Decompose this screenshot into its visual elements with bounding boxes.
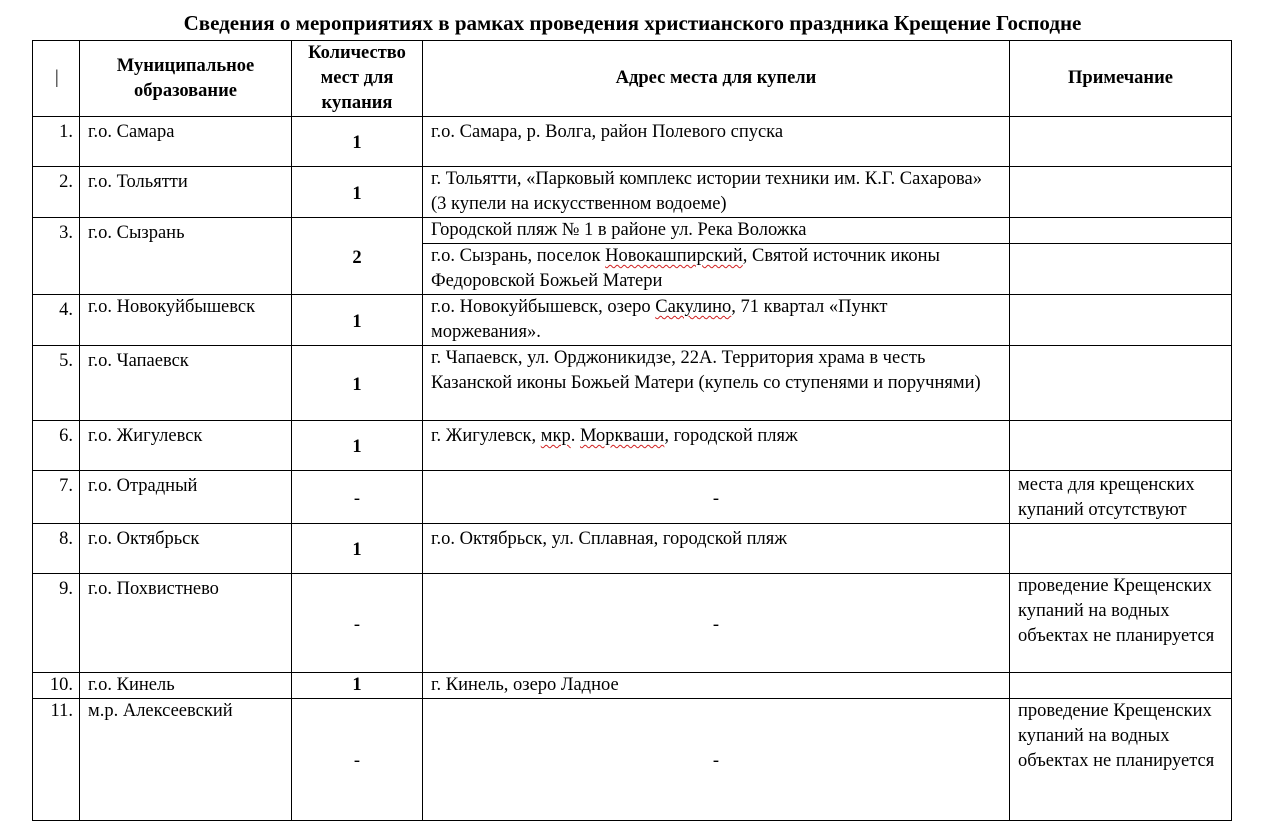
row-municipality: г.о. Новокуйбышевск [80, 295, 292, 346]
table-row [33, 524, 1232, 574]
document-title: Сведения о мероприятиях в рамках проведения христианского праздника Крещение Господне [183, 11, 1082, 35]
row-address: г. Тольятти, «Парковый комплекс истории техники им. К.Г. Сахарова» (3 купели на искусственном водоеме) [423, 167, 1010, 218]
table-row [33, 471, 1232, 524]
row-count: 1 [292, 295, 423, 346]
row-address [423, 218, 1010, 295]
row-number: 4. [33, 295, 80, 346]
events-table [32, 40, 1232, 821]
table-row [33, 574, 1232, 673]
table-row [33, 421, 1232, 471]
table-row [33, 167, 1232, 218]
row-note: проведение Крещенских купаний на водных объектах не планируется [1010, 699, 1232, 821]
row-address: г.о. Новокуйбышевск, озеро Сакулино, 71 квартал «Пункт моржевания». [423, 295, 1010, 346]
row-count: 1 [292, 421, 423, 471]
row-count: 1 [292, 167, 423, 218]
header-row [33, 41, 1232, 117]
row-number: 6. [33, 421, 80, 471]
row-number: 9. [33, 574, 80, 673]
row-note [1010, 524, 1232, 574]
row-address: г. Жигулевск, мкр. Моркваши, городской пляж [423, 421, 1010, 471]
row-note [1010, 218, 1232, 295]
row-count: - [292, 471, 423, 524]
header-note: Примечание [1010, 41, 1232, 117]
address-line: г.о. Сызрань, поселок Новокашпирский, Святой источник иконы Федоровской Божьей Матери [423, 243, 1009, 294]
row-count: 1 [292, 346, 423, 421]
row-number: 3. [33, 218, 80, 295]
row-municipality: г.о. Отрадный [80, 471, 292, 524]
row-municipality: г.о. Самара [80, 117, 292, 167]
row-number: 11. [33, 699, 80, 821]
row-note [1010, 167, 1232, 218]
row-count: 1 [292, 673, 423, 699]
row-count: - [292, 574, 423, 673]
row-number: 7. [33, 471, 80, 524]
row-municipality: г.о. Кинель [80, 673, 292, 699]
header-count: Количество мест для купания [292, 41, 423, 117]
row-note [1010, 117, 1232, 167]
row-number: 2. [33, 167, 80, 218]
row-number: 10. [33, 673, 80, 699]
row-address: г.о. Самара, р. Волга, район Полевого спуска [423, 117, 1010, 167]
row-note [1010, 346, 1232, 421]
header-address: Адрес места для купели [423, 41, 1010, 117]
row-note: места для крещенских купаний отсутствуют [1010, 471, 1232, 524]
row-number: 8. [33, 524, 80, 574]
note-line [1010, 218, 1231, 243]
row-address: - [423, 699, 1010, 821]
row-municipality: г.о. Тольятти [80, 167, 292, 218]
header-index: | [33, 41, 80, 117]
row-municipality: г.о. Похвистнево [80, 574, 292, 673]
row-address: г. Кинель, озеро Ладное [423, 673, 1010, 699]
row-note: проведение Крещенских купаний на водных объектах не планируется [1010, 574, 1232, 673]
row-note [1010, 673, 1232, 699]
table-row [33, 218, 1232, 295]
table-row [33, 295, 1232, 346]
row-municipality: г.о. Жигулевск [80, 421, 292, 471]
row-note [1010, 295, 1232, 346]
row-municipality: г.о. Октябрьск [80, 524, 292, 574]
table-row [33, 346, 1232, 421]
row-municipality: г.о. Сызрань [80, 218, 292, 295]
row-number: 5. [33, 346, 80, 421]
row-address: г. Чапаевск, ул. Орджоникидзе, 22А. Территория храма в честь Казанской иконы Божьей Матери (купель со ступенями и поручнями) [423, 346, 1010, 421]
row-count: 1 [292, 117, 423, 167]
row-address: - [423, 471, 1010, 524]
header-municipality: Муниципальное образование [80, 41, 292, 117]
row-municipality: м.р. Алексеевский [80, 699, 292, 821]
table-row [33, 699, 1232, 821]
address-line: Городской пляж № 1 в районе ул. Река Воложка [431, 220, 807, 240]
row-note [1010, 421, 1232, 471]
row-municipality: г.о. Чапаевск [80, 346, 292, 421]
table-row [33, 673, 1232, 699]
note-line [1010, 243, 1231, 293]
row-count: 1 [292, 524, 423, 574]
row-count: - [292, 699, 423, 821]
row-count: 2 [292, 218, 423, 295]
row-address: г.о. Октябрьск, ул. Сплавная, городской пляж [423, 524, 1010, 574]
row-number: 1. [33, 117, 80, 167]
table-row [33, 117, 1232, 167]
row-address: - [423, 574, 1010, 673]
